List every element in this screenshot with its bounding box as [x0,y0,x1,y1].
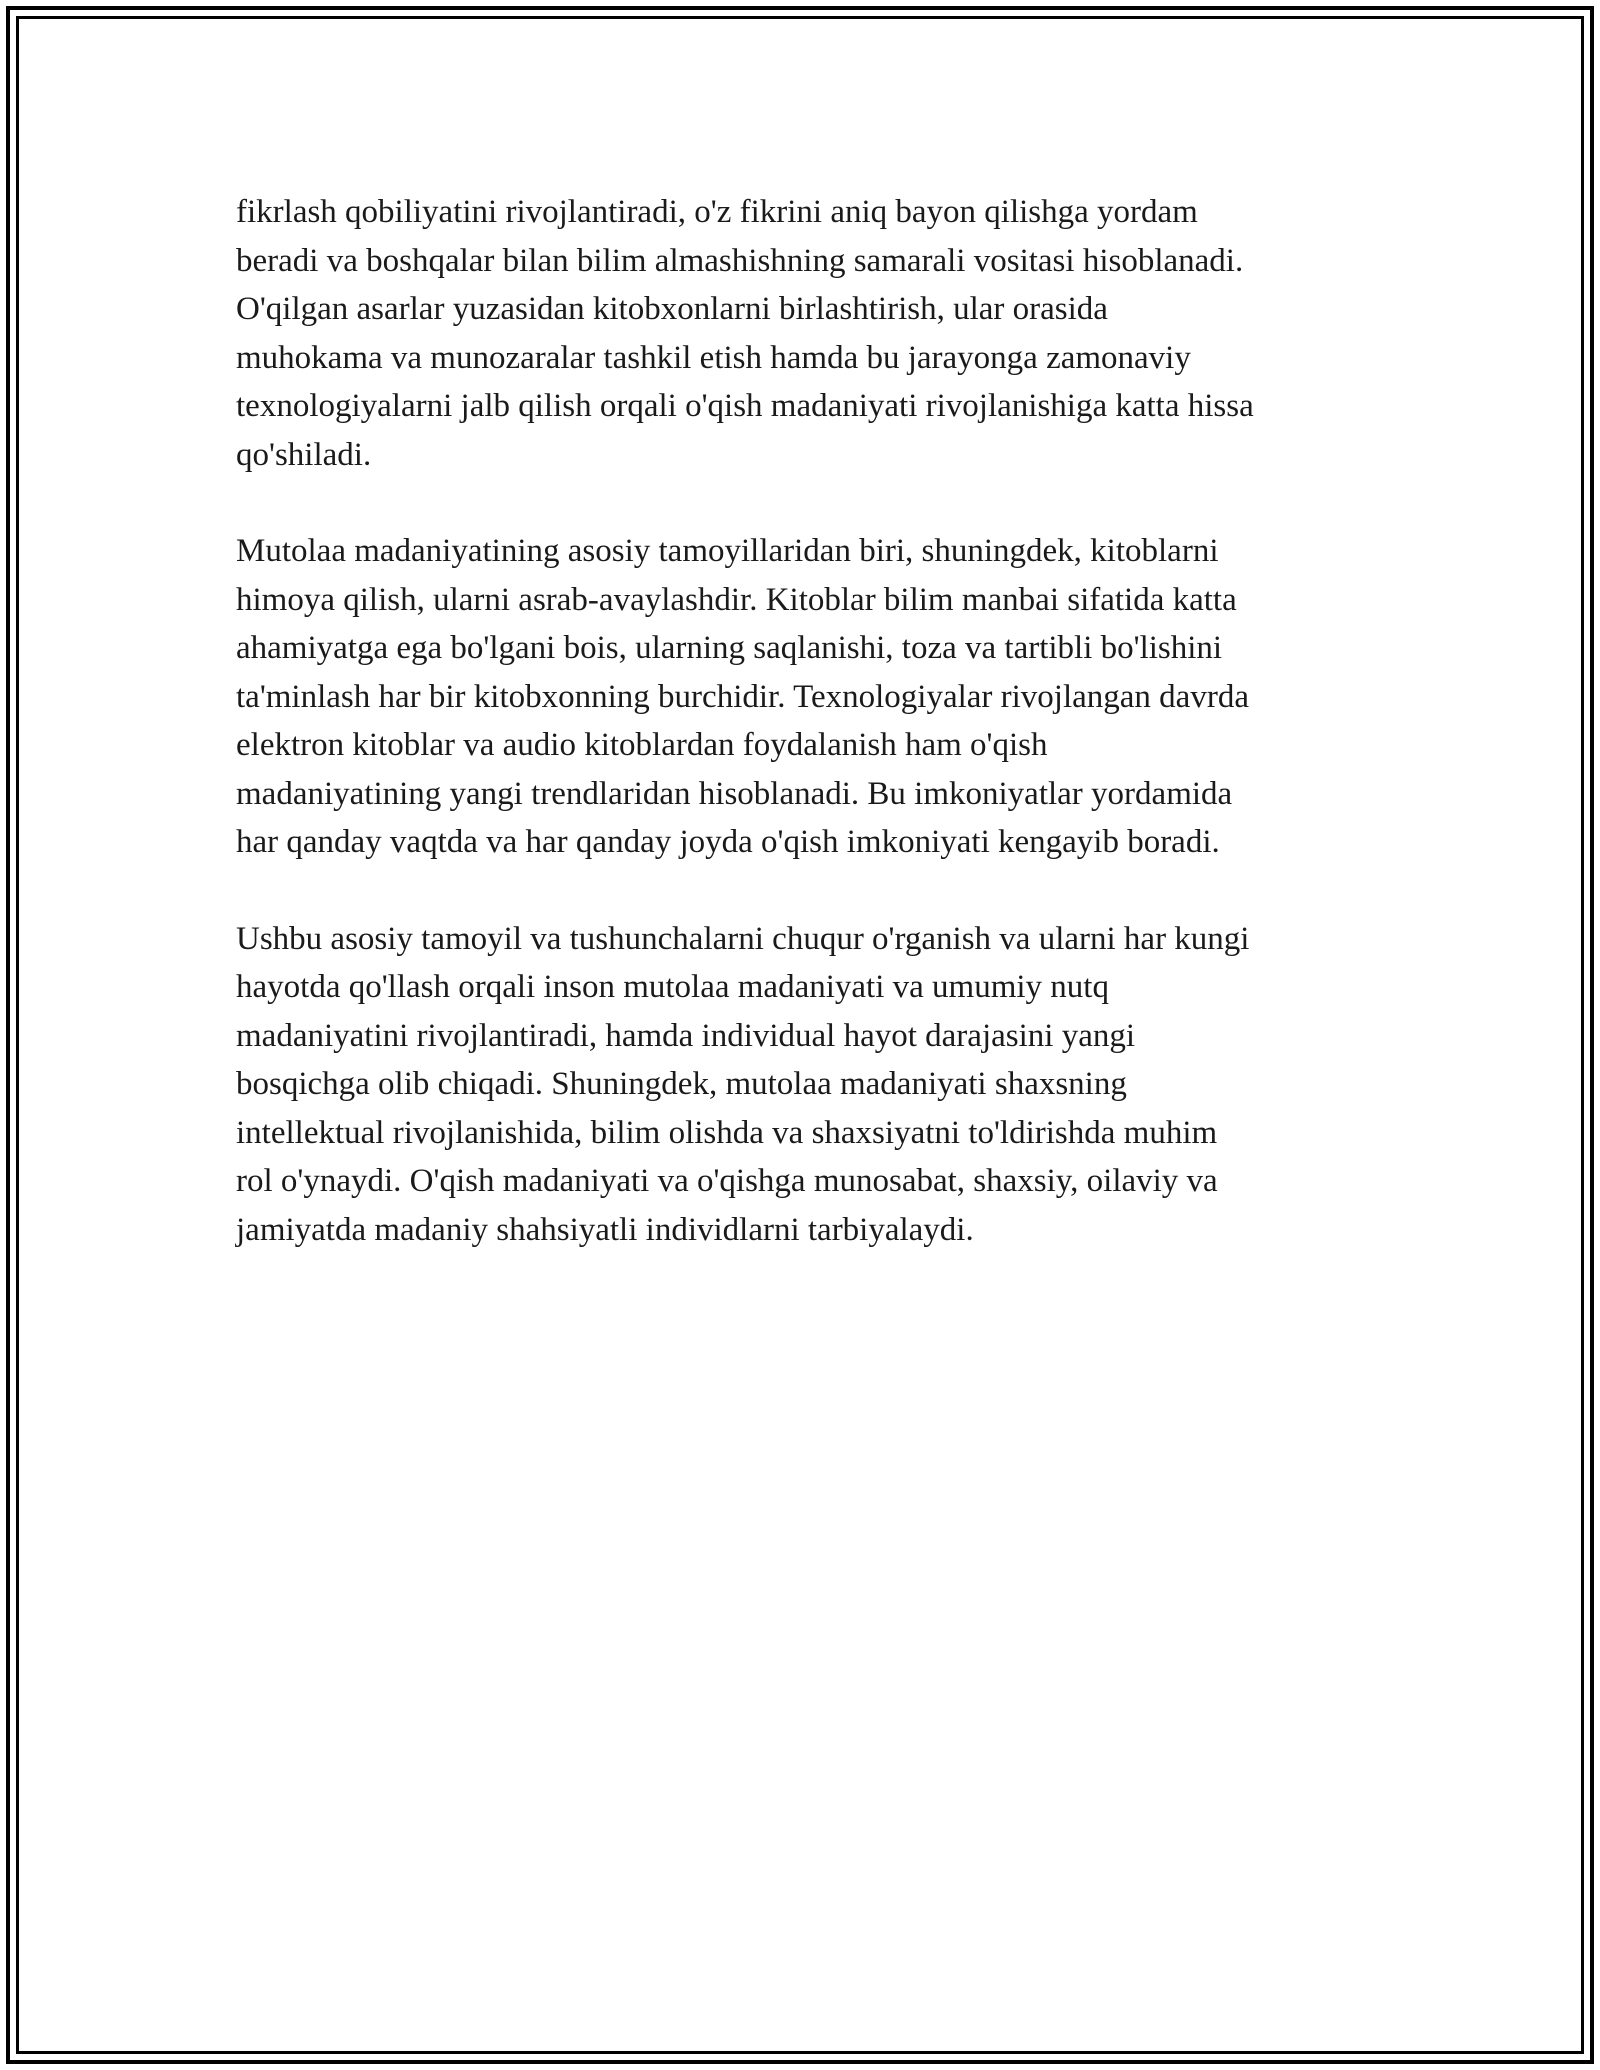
paragraph-1: fikrlash qobiliyatini rivojlantiradi, o'z fikrini aniq bayon qilishga yordam beradi va boshqalar bilan bilim almashishning samarali vositasi hisoblanadi. O'qilgan asarlar yuzasidan kitobxonlarni birlashtirish, ular orasida muhokama va munozaralar tashkil etish hamda bu jarayonga zamonaviy texnologiyalarni jalb qilish orqali o'qish madaniyati rivojlanishiga katta hissa qo'shiladi. [236,194,1254,473]
document-body [236,188,1376,1302]
paragraph-2: Mutolaa madaniyatining asosiy tamoyillaridan biri, shuningdek, kitoblarni himoya qilish, ularni asrab-avaylashdir. Kitoblar bilim manbai sifatida katta ahamiyatga ega bo'lgani bois, ularning saqlanishi, toza va tartibli bo'lishini ta'minlash har bir kitobxonning burchidir. Texnologiyalar rivojlangan davrda elektron kitoblar va audio kitoblardan foydalanish ham o'qish madaniyatining yangi trendlaridan hisoblanadi. Bu imkoniyatlar yordamida har qanday vaqtda va har qanday joyda o'qish imkoniyati kengayib boradi. [236,533,1249,860]
paragraph-3: Ushbu asosiy tamoyil va tushunchalarni chuqur o'rganish va ularni har kungi hayotda qo'llash orqali inson mutolaa madaniyati va umumiy nutq madaniyatini rivojlantiradi, hamda individual hayot darajasini yangi bosqichga olib chiqadi. Shuningdek, mutolaa madaniyati shaxsning intellektual rivojlanishida, bilim olishda va shaxsiyatni to'ldirishda muhim rol o'ynaydi. O'qish madaniyati va o'qishga munosabat, shaxsiy, oilaviy va jamiyatda madaniy shahsiyatli individlarni tarbiyalaydi. [236,920,1250,1248]
